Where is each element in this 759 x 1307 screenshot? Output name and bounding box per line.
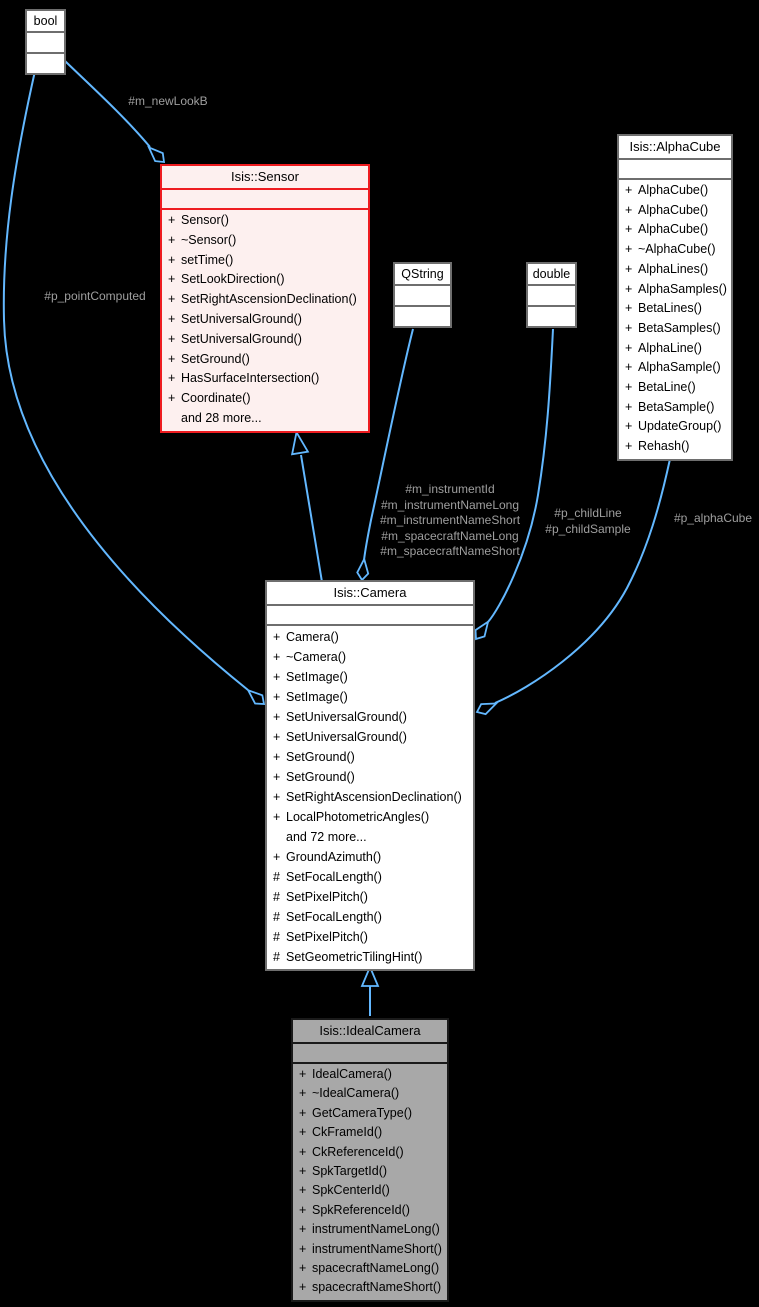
class-node-qstring[interactable] <box>393 262 452 328</box>
member-row: + spacecraftNameLong() <box>299 1261 440 1276</box>
edge-label-qstring-members <box>380 482 520 560</box>
member-row: # SetPixelPitch() <box>273 930 368 944</box>
edge-label-line: #m_instrumentNameShort <box>379 513 521 527</box>
member-row: + SetUniversalGround() <box>273 730 407 744</box>
edge-label-line: #p_childLine <box>554 506 622 520</box>
members-compartment <box>293 1064 447 1300</box>
edge-label-p-alphacube: #p_alphaCube <box>673 511 753 525</box>
member-row: + SetUniversalGround() <box>273 710 407 724</box>
class-title: double <box>528 264 575 286</box>
member-row: # SetPixelPitch() <box>273 890 368 904</box>
class-title: Isis::Camera <box>267 582 473 606</box>
empty-compartment <box>395 286 450 307</box>
member-row: + AlphaLines() <box>625 261 709 276</box>
class-title: Isis::Sensor <box>162 166 368 190</box>
edge-label-line: #m_instrumentNameLong <box>380 497 520 512</box>
member-row: + AlphaCube() <box>625 222 709 237</box>
member-row: + instrumentNameLong() <box>299 1222 440 1237</box>
member-row: + SetGround() <box>168 351 250 366</box>
member-row: + BetaLine() <box>625 380 696 395</box>
member-row: + SetUniversalGround() <box>168 331 302 346</box>
member-row: + BetaLines() <box>625 301 702 316</box>
members-compartment <box>267 626 473 969</box>
class-node-isis-idealcamera[interactable] <box>291 1018 449 1302</box>
member-row: + SetImage() <box>273 670 348 684</box>
member-row: + AlphaSamples() <box>625 281 727 296</box>
member-row: and 72 more... <box>286 830 367 844</box>
member-row: + IdealCamera() <box>299 1067 392 1081</box>
member-row: # SetGeometricTilingHint() <box>273 950 423 964</box>
class-node-isis-alphacube[interactable] <box>617 134 733 461</box>
member-row: + Rehash() <box>625 439 690 454</box>
edge-label-line: #m_spacecraftNameShort <box>380 544 520 558</box>
class-title: bool <box>27 11 64 33</box>
class-node-isis-sensor[interactable] <box>160 164 370 433</box>
member-row: + SetGround() <box>273 770 355 784</box>
member-row: + SetImage() <box>273 690 348 704</box>
member-row: + BetaSamples() <box>625 320 721 335</box>
member-row: + SetLookDirection() <box>168 272 285 287</box>
class-title: Isis::AlphaCube <box>619 136 731 160</box>
member-row: + setTime() <box>168 252 234 267</box>
edge-label-line: #m_spacecraftNameLong <box>381 528 519 543</box>
empty-compartment <box>528 286 575 307</box>
aggregation-diamond-camera-top <box>357 559 370 581</box>
member-row: + ~Sensor() <box>168 232 237 247</box>
member-row: + AlphaLine() <box>625 340 702 355</box>
class-title: Isis::IdealCamera <box>293 1020 447 1044</box>
edge-label-p-pointcomputed: #p_pointComputed <box>44 289 146 303</box>
member-row: + CkReferenceId() <box>299 1144 404 1159</box>
empty-compartment <box>27 33 64 54</box>
edge-label-m-newlookb: #m_newLookB <box>128 94 208 108</box>
member-row: + Coordinate() <box>168 391 251 406</box>
edge-alphacube-camera <box>495 459 670 703</box>
edge-double-camera <box>488 329 553 622</box>
member-row: # SetFocalLength() <box>273 870 382 884</box>
member-row: + SetRightAscensionDeclination() <box>168 292 357 307</box>
aggregation-diamond-camera-right-lower <box>475 698 499 717</box>
member-row: + ~IdealCamera() <box>299 1086 400 1101</box>
member-row: + AlphaCube() <box>625 202 709 217</box>
empty-compartment <box>293 1044 447 1064</box>
empty-compartment <box>162 190 368 210</box>
member-row: + SetRightAscensionDeclination() <box>273 790 462 804</box>
member-row: + LocalPhotometricAngles() <box>273 810 430 824</box>
member-row: + SpkReferenceId() <box>299 1202 410 1217</box>
class-node-isis-camera[interactable] <box>265 580 475 971</box>
member-row: + instrumentNameShort() <box>299 1241 442 1256</box>
member-row: and 28 more... <box>181 410 262 425</box>
member-row: + HasSurfaceIntersection() <box>168 371 320 386</box>
empty-compartment <box>619 160 731 180</box>
empty-compartment <box>395 307 450 326</box>
member-row: + AlphaCube() <box>625 183 709 197</box>
member-row: + GroundAzimuth() <box>273 850 382 864</box>
member-row: + AlphaSample() <box>625 360 721 375</box>
members-compartment <box>619 180 731 459</box>
member-row: + CkFrameId() <box>299 1125 383 1140</box>
empty-compartment <box>528 307 575 326</box>
aggregation-diamond-sensor <box>145 143 168 166</box>
empty-compartment <box>27 54 64 73</box>
member-row: + BetaSample() <box>625 399 715 414</box>
members-compartment <box>162 210 368 431</box>
empty-compartment <box>267 606 473 626</box>
member-row: + SetUniversalGround() <box>168 311 302 326</box>
member-row: + ~Camera() <box>273 650 347 664</box>
edge-label-double-members <box>545 506 630 537</box>
member-row: + Camera() <box>273 630 339 644</box>
member-row: + Sensor() <box>168 213 229 227</box>
edge-label-line: #p_childSample <box>545 521 631 536</box>
class-node-double[interactable] <box>526 262 577 328</box>
class-node-bool[interactable] <box>25 9 66 75</box>
member-row: + spacecraftNameShort() <box>299 1280 442 1295</box>
edge-camera-sensor-inheritance <box>301 455 322 582</box>
member-row: + ~AlphaCube() <box>625 242 716 257</box>
member-row: # SetFocalLength() <box>273 910 382 924</box>
member-row: + SpkTargetId() <box>299 1164 388 1179</box>
member-row: + SetGround() <box>273 750 355 764</box>
edge-label-line: #m_instrumentId <box>405 482 495 496</box>
member-row: + UpdateGroup() <box>625 419 722 434</box>
member-row: + SpkCenterId() <box>299 1183 390 1198</box>
inheritance-arrow-sensor <box>292 432 308 454</box>
member-row: + GetCameraType() <box>299 1105 413 1120</box>
class-title: QString <box>395 264 450 286</box>
